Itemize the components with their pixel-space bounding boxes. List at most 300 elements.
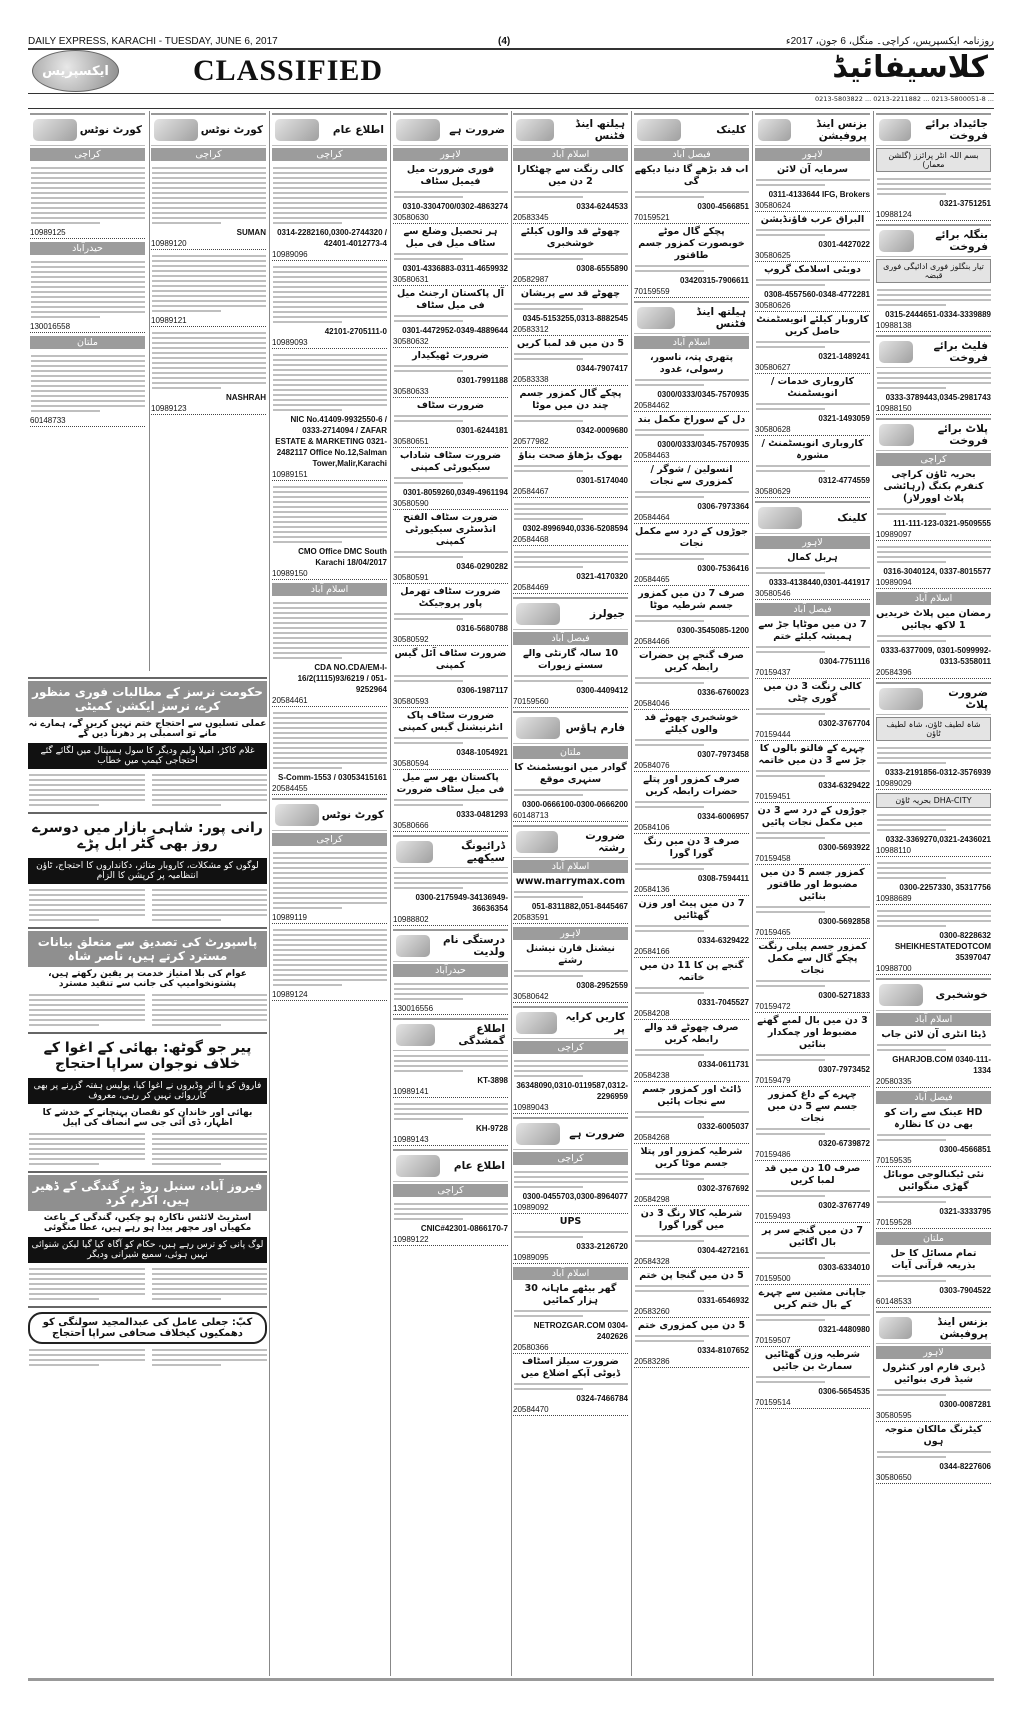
ad-phone: 0334-6006957	[697, 812, 749, 821]
text-lines	[393, 315, 508, 322]
text-lines	[634, 739, 749, 746]
news-body	[28, 1130, 267, 1168]
news-headline: پاسپورٹ کی تصدیق سے متعلق بیانات مسترد کرتے ہیں، ناصر شاہ	[28, 931, 267, 967]
ad-code: 20584464	[634, 512, 749, 524]
ad-phone: 0316-5680788	[456, 624, 508, 633]
ad-phone: 0300-8228632 SHEIKHESTATEDOTCOM 35397047	[894, 931, 991, 962]
city-bar: اسلام آباد	[513, 1267, 628, 1280]
text-lines	[28, 886, 145, 924]
classified-ad	[876, 858, 991, 906]
ad-code: 20583312	[513, 324, 628, 336]
ad-phone: 0333-4138440,0301-441917	[769, 578, 870, 587]
ad-phone: 0321-1493059	[818, 414, 870, 423]
ad-title: UPS	[559, 1216, 582, 1227]
classified-ad	[513, 387, 628, 449]
category-label: اطلاع عام	[453, 1160, 505, 1172]
ad-code: 10988689	[876, 893, 991, 905]
ad-phone: 0306-5654535	[818, 1387, 870, 1396]
text-lines	[513, 551, 628, 568]
ad-phone: 0314-2282160,0300-2744320 / 42401-4012773-4	[277, 228, 387, 248]
classified-ad	[513, 942, 628, 1004]
text-lines	[876, 289, 991, 306]
news-headline: عوام کی بلا امتیاز خدمت پر یقین رکھتے ہیں، پشتونخوامیپ کی جانب سے تنقید مسترد	[48, 969, 247, 989]
classified-ad	[755, 1348, 870, 1410]
ad-title: پاکستان بھر سے میل فی میل سٹاف ضرورت	[396, 772, 505, 795]
ad-phone: 0300-3545085-1200	[676, 626, 749, 635]
text-lines	[876, 1196, 991, 1203]
ad-code: 60148713	[513, 810, 628, 822]
classified-ad	[876, 1106, 991, 1168]
news-headline: فیروز آباد، سنبل روڈ پر گندگی کے ڈھیر ہیں، اکرم کرد	[28, 1175, 267, 1211]
category-header	[393, 1018, 508, 1051]
text-lines	[151, 771, 268, 809]
classified-column	[876, 111, 991, 1485]
classified-ad	[755, 1162, 870, 1224]
city-bar: لاہور	[755, 148, 870, 161]
column-divider	[752, 111, 753, 1676]
classified-ad	[393, 225, 508, 287]
category-header	[876, 418, 991, 451]
ad-phone: 0300-0087281	[939, 1400, 991, 1409]
text-lines	[755, 646, 870, 653]
text-lines	[393, 675, 508, 682]
ad-code: 130016558	[30, 321, 145, 333]
ad-code: 20577982	[513, 436, 628, 448]
text-lines	[755, 465, 870, 472]
ad-phone: 0302-3767749	[818, 1201, 870, 1210]
text-lines	[634, 1111, 749, 1118]
ad-title: نیشنل فارن نیشنل رشتے	[526, 943, 615, 966]
ad-phone: 0301-4336883-0311-4659932	[402, 264, 508, 273]
classified-ad	[876, 1028, 991, 1089]
classified-ad	[393, 163, 508, 225]
ad-phone: 051-8311882,051-8445467	[531, 902, 628, 911]
text-lines	[30, 261, 145, 318]
sub-heading-box: DHA-CITY بحریہ ٹاؤن	[876, 793, 991, 808]
text-lines	[393, 1055, 508, 1072]
text-lines	[634, 677, 749, 684]
category-header	[513, 1117, 628, 1150]
ad-code: 20584468	[513, 534, 628, 546]
category-header	[634, 301, 749, 334]
ad-title: دوبئی اسلامک گروپ	[764, 264, 861, 275]
ad-phone: 0303-7904522	[939, 1286, 991, 1295]
announcer-icon	[396, 1155, 440, 1177]
ad-title: پتھری پتہ، ناسور، رسولی، غدود	[649, 352, 734, 375]
ad-code: 10989094	[876, 577, 991, 589]
classified-ad	[634, 1269, 749, 1319]
ad-title: HD عینک سے رات کو بھی دن کا نظارہ	[884, 1107, 983, 1130]
category-header	[755, 113, 870, 146]
news-story	[28, 812, 267, 927]
ad-code: 10989124	[272, 989, 387, 1001]
ad-phone: 0308-4557560-0348-4772281	[764, 290, 870, 299]
ad-code: 20584166	[634, 946, 749, 958]
ad-code: 70159514	[755, 1397, 870, 1409]
ad-phone: 0304-4272161	[697, 1246, 749, 1255]
text-lines	[393, 365, 508, 372]
classified-ad	[513, 337, 628, 387]
classified-ad	[634, 413, 749, 463]
classified-ad	[393, 349, 508, 399]
text-lines	[393, 191, 508, 198]
ad-code: 20584076	[634, 760, 749, 772]
city-bar: حیدرآباد	[393, 964, 508, 977]
text-lines	[272, 354, 387, 411]
ad-title: سرمایہ آن لائن	[776, 164, 848, 175]
ad-phone: 0301-5174040	[576, 476, 628, 485]
ad-phone: 0311-4133644 IFG, Brokers	[768, 190, 870, 199]
ad-phone: 0302-3767692	[697, 1184, 749, 1193]
classified-ad	[272, 598, 387, 708]
classified-ad	[755, 263, 870, 313]
classified-ad	[876, 1247, 991, 1309]
text-lines	[513, 503, 628, 520]
contact-strip: ... 0213-5800051-8 ... 0213-2211882 ... 0213-5803822	[815, 95, 994, 103]
text-lines	[876, 1451, 991, 1458]
ad-code: 30580590	[393, 498, 508, 510]
ad-code: 30580591	[393, 572, 508, 584]
text-lines	[393, 872, 508, 889]
classified-ad	[393, 1051, 508, 1099]
column-divider	[390, 111, 391, 1676]
ad-phone: 0300-2257330, 35317756	[899, 883, 991, 892]
ad-title: 7 دن میں پیٹ اور وزن گھٹائیں	[638, 898, 745, 921]
ad-title: شرطیہ کالا رنگ 3 دن میں گورا گورا	[640, 1208, 743, 1231]
city-bar: فیصل آباد	[755, 603, 870, 616]
text-lines	[876, 862, 991, 879]
ad-code: 30580628	[755, 424, 870, 436]
ad-code: 30580593	[393, 696, 508, 708]
classified-ad	[755, 213, 870, 263]
text-lines	[272, 486, 387, 543]
text-lines	[876, 1275, 991, 1282]
text-lines	[634, 379, 749, 386]
news-body	[28, 1265, 267, 1303]
category-label: ضرورت پلاٹ	[948, 687, 988, 711]
briefcase-icon	[879, 1317, 912, 1339]
couple-icon	[516, 831, 558, 853]
text-lines	[876, 372, 991, 389]
news-headline: حکومت نرسز کے مطالبات فوری منظور کرے، نرسز ایکشن کمیٹی	[28, 681, 267, 717]
text-lines	[634, 1335, 749, 1342]
ad-code: 70159528	[876, 1217, 991, 1229]
ad-phone: 0321-3751251	[939, 199, 991, 208]
ad-phone: 0333-3789443,0345-2981743	[885, 393, 991, 402]
news-story	[28, 1306, 267, 1372]
ad-phone: 0300-2175949-34136949-36636354	[415, 893, 508, 913]
medical-cross-icon	[758, 507, 802, 529]
ad-title: 10 سالہ گارنٹی والے سستے زیورات	[522, 648, 619, 671]
ad-code: 10989143	[393, 1134, 508, 1146]
divider	[28, 93, 994, 94]
category-label: کلینک	[837, 512, 867, 524]
ad-phone: 0342-0009680	[576, 426, 628, 435]
category-header	[151, 113, 266, 146]
text-lines	[876, 814, 991, 831]
classified-ad	[30, 257, 145, 334]
ad-title: ڈیٹا انٹری آن لائن جاب	[881, 1029, 986, 1040]
text-lines	[513, 1060, 628, 1077]
classified-ad	[393, 868, 508, 927]
city-bar: ملتان	[513, 746, 628, 759]
house-icon	[879, 119, 911, 141]
classified-ad	[272, 708, 387, 796]
text-lines	[28, 1265, 145, 1303]
ad-code: 70159521	[634, 212, 749, 224]
ad-title: ضرورت سیلز اسٹاف ڈیوٹی آپکے اضلاع میں	[520, 1356, 621, 1379]
text-lines	[513, 1171, 628, 1188]
ad-title: www.marrymax.com	[515, 876, 626, 887]
ad-phone: 0334-0611731	[697, 1060, 749, 1069]
city-bar: ملتان	[876, 1232, 991, 1245]
ad-title: کمزور جسم 5 دن میں مضبوط اور طاقتور بنائیں	[760, 867, 865, 902]
category-label: ضرورت رشتہ	[585, 830, 625, 854]
classified-ad	[634, 711, 749, 773]
category-label: جیولرز	[590, 608, 625, 620]
ad-title: ضرورت سٹاف تھرمل پاور پروجیکٹ	[400, 586, 501, 609]
category-label: ضرورت ہے	[449, 124, 505, 136]
ad-code: 10989119	[272, 912, 387, 924]
text-lines	[151, 1265, 268, 1303]
classified-ad	[755, 804, 870, 866]
news-story	[28, 927, 267, 1032]
ad-title: 5 دن میں گنجا پن ختم	[639, 1270, 744, 1281]
ad-code: 10988124	[876, 209, 991, 221]
category-label: کورٹ نوٹس	[200, 124, 263, 136]
text-lines	[513, 1231, 628, 1238]
ad-code: 30580625	[755, 250, 870, 262]
ad-title: رمضان میں پلاٹ خریدیں 1 لاکھ بچائیں	[876, 608, 991, 631]
ad-code: 10989150	[272, 568, 387, 580]
ad-title: گوادر میں انویسٹمنٹ کا سنہری موقع	[514, 762, 627, 785]
ad-phone: 0308-6555890	[576, 264, 628, 273]
ad-code: 10989151	[272, 469, 387, 481]
classified-ad	[513, 1282, 628, 1355]
news-body	[28, 991, 267, 1029]
classified-ad	[634, 1145, 749, 1207]
ad-phone: 0344-7907417	[576, 364, 628, 373]
ad-code: 20584268	[634, 1132, 749, 1144]
column-divider	[149, 111, 150, 671]
ad-phone: 0310-3304700/0302-4863274	[402, 202, 508, 211]
classified-ad	[513, 1167, 628, 1215]
category-label: بزنس اینڈ پروفیشن	[937, 1316, 988, 1340]
ad-phone: KH-9728	[475, 1124, 508, 1133]
ad-title: کاروباری انویسٹمنٹ / مشورہ	[761, 438, 864, 461]
ad-code: 10988138	[876, 320, 991, 332]
text-lines	[634, 491, 749, 498]
category-label: کورٹ نوٹس	[321, 809, 384, 821]
ad-title: ضرورت سٹاف آئل گیس کمپنی	[394, 648, 507, 671]
ad-title: 7 دن میں گنجے سر پر بال اگائیں	[762, 1225, 863, 1248]
ad-title: ضرورت سٹاف شاداب سیکیورٹی کمپنی	[399, 450, 502, 473]
ad-phone: 0334-8107652	[697, 1346, 749, 1355]
ad-title: کاروبار کیلئے انویسٹمنٹ حاصل کریں	[756, 314, 869, 337]
ad-code: 20584463	[634, 450, 749, 462]
classified-column	[393, 111, 508, 1247]
news-headline: فاروق کو با اثر وڈیروں نے اغوا کیا، پولیس ہفتہ گزرنے پر بھی کارروائی نہیں کر رہی، معروف	[28, 1078, 267, 1104]
text-lines	[755, 567, 870, 574]
text-lines	[513, 303, 628, 310]
ad-phone: 0321-3333795	[939, 1207, 991, 1216]
ad-title: کمزور جسم پیلی رنگت پچکے گال سے مکمل نجات	[758, 941, 867, 976]
ad-title: گنجے پن کا 11 دن میں خاتمہ	[639, 960, 744, 983]
ad-code: 20584328	[634, 1256, 749, 1268]
text-lines	[755, 279, 870, 286]
ad-phone: 0312-4774559	[818, 476, 870, 485]
text-lines	[755, 1190, 870, 1197]
ad-phone: 0300-4566851	[697, 202, 749, 211]
ad-title: صرف گنجے پن حضرات رابطہ کریں	[639, 650, 744, 673]
ad-phone: 0300/0333/0345-7570935	[657, 440, 749, 449]
ad-title: 5 دن میں کمزوری ختم	[637, 1320, 746, 1331]
text-lines	[272, 602, 387, 659]
bottom-divider	[28, 1678, 994, 1681]
ad-title: ضرورت سٹاف	[416, 400, 485, 411]
sub-heading-box: بسم اللہ انٹر پرائزز (گلشن معمار)	[876, 148, 991, 172]
classified-ad	[634, 351, 749, 413]
classified-ad	[634, 1021, 749, 1083]
text-lines	[151, 332, 266, 389]
ad-title: صرف چھوٹے قد والے رابطہ کریں	[644, 1022, 739, 1045]
text-lines	[393, 737, 508, 744]
text-lines	[755, 1252, 870, 1259]
news-body	[28, 1346, 267, 1369]
classified-ad	[393, 399, 508, 449]
text-lines	[634, 987, 749, 994]
classified-ad	[272, 482, 387, 581]
ad-code: 30580626	[755, 300, 870, 312]
ad-phone: 0301-7991188	[456, 376, 508, 385]
news-body	[28, 771, 267, 809]
text-lines	[755, 1314, 870, 1321]
category-label: فلیٹ برائے فروخت	[933, 340, 988, 364]
category-header	[393, 929, 508, 962]
ad-phone: 0333-6377009, 0301-5099992-0313-5358011	[880, 646, 991, 666]
city-bar: کراچی	[30, 148, 145, 161]
classified-ad	[393, 585, 508, 647]
classified-ad	[634, 225, 749, 299]
ad-phone: 0301-4427022	[818, 240, 870, 249]
text-lines	[30, 167, 145, 224]
text-lines	[755, 832, 870, 839]
ad-phone: 0336-6760023	[697, 688, 749, 697]
ad-phone: 0300-5692858	[818, 917, 870, 926]
category-header	[876, 224, 991, 257]
ad-code: 20584467	[513, 486, 628, 498]
ad-code: 20583260	[634, 1306, 749, 1318]
classified-ad	[513, 875, 628, 925]
text-lines	[876, 747, 991, 764]
ad-code: 10989125	[30, 227, 145, 239]
text-lines	[513, 415, 628, 422]
classified-ad	[272, 163, 387, 262]
classified-ad	[876, 174, 991, 222]
news-headline: لوگوں کو مشکلات، کاروبار متاثر، دکانداروں کا احتجاج، ٹاؤن انتظامیہ پر کرپشن کا الزام	[28, 858, 267, 884]
ad-title: کیٹرنگ مالکان متوجہ ہوں	[884, 1424, 983, 1447]
classified-ad	[272, 262, 387, 350]
classified-ad	[755, 1286, 870, 1348]
ad-phone: 36348090,0310-0119587,0312-2296959	[516, 1081, 628, 1101]
ad-phone: 0308-7594411	[697, 874, 749, 883]
ad-phone: KT-3898	[477, 1076, 508, 1085]
ad-phone: GHARJOB.COM 0340-111-1334	[892, 1055, 991, 1075]
text-lines	[876, 508, 991, 515]
ad-code: 10989120	[151, 238, 266, 250]
text-lines	[272, 266, 387, 323]
ad-code: 10989043	[513, 1102, 628, 1114]
text-lines	[151, 991, 268, 1029]
classified-ad	[634, 897, 749, 959]
ad-code: 70159437	[755, 667, 870, 679]
ad-title: کالی رنگت سے چھٹکارا 2 دن میں	[517, 164, 624, 187]
text-lines	[634, 191, 749, 198]
court-icon	[154, 119, 198, 141]
text-lines	[151, 1346, 268, 1369]
ad-phone: 0308-2952559	[576, 981, 628, 990]
ad-title: جوڑوں کے درد سے 3 دن میں مکمل نجات پائیں	[757, 805, 868, 828]
category-header	[30, 113, 145, 146]
text-lines	[634, 1049, 749, 1056]
ad-phone: 42101-2705111-0	[324, 327, 387, 336]
page-number: (4)	[498, 36, 511, 47]
ad-code: 20584465	[634, 574, 749, 586]
city-bar: کراچی	[513, 1041, 628, 1054]
text-lines	[876, 1044, 991, 1051]
text-lines	[876, 1389, 991, 1396]
classified-ad	[755, 551, 870, 601]
ad-code: 10988802	[393, 914, 508, 926]
classified-ad	[634, 587, 749, 649]
ad-code: 20584462	[634, 400, 749, 412]
ad-phone: 0333-2191856-0312-3576939	[885, 768, 991, 777]
ad-code: 20584455	[272, 783, 387, 795]
ad-title: فوری ضرورت میل فیمیل سٹاف	[406, 164, 495, 187]
category-header	[513, 113, 628, 146]
classified-ad	[634, 1083, 749, 1145]
ad-phone: 0345-5153255,0313-8882545	[522, 314, 628, 323]
ad-code: 10989122	[393, 1234, 508, 1246]
news-headline: پیر جو گوٹھ: بھائی کے اغوا کے خلاف نوجوان سراپا احتجاج	[43, 1040, 252, 1072]
ad-code: 30580632	[393, 336, 508, 348]
ad-code: 70159465	[755, 927, 870, 939]
text-lines	[755, 770, 870, 777]
id-card-icon	[396, 935, 430, 957]
news-headline: غلام کاکڑ، امیلا ولیم ودیگر کا سول ہسپتال میں لگائے گئے احتجاجی کیمپ میں خطاب	[28, 743, 267, 769]
ad-code: 10988150	[876, 403, 991, 415]
ad-code: 10988110	[876, 845, 991, 857]
category-label: کلینک	[716, 124, 746, 136]
classified-ad	[876, 810, 991, 858]
category-header	[272, 113, 387, 146]
city-bar: حیدرآباد	[30, 242, 145, 255]
text-lines	[634, 1285, 749, 1292]
classified-ad	[755, 1014, 870, 1088]
ad-title: 5 دن میں قد لمبا کریں	[516, 338, 625, 349]
classified-ad	[755, 742, 870, 804]
ad-code: 30580666	[393, 820, 508, 832]
ad-title: چھوٹے قد والوں کیلئے خوشخبری	[520, 226, 621, 249]
ad-phone: 0301-4472952-0349-4889644	[402, 326, 508, 335]
news-story	[28, 677, 267, 812]
classified-column	[151, 111, 266, 416]
ad-phone: 0334-6329422	[818, 781, 870, 790]
classified-ad	[876, 285, 991, 333]
ad-code: 10988700	[876, 963, 991, 975]
ad-phone: CNIC#42301-0866170-7	[420, 1224, 508, 1233]
classified-ad	[272, 848, 387, 925]
